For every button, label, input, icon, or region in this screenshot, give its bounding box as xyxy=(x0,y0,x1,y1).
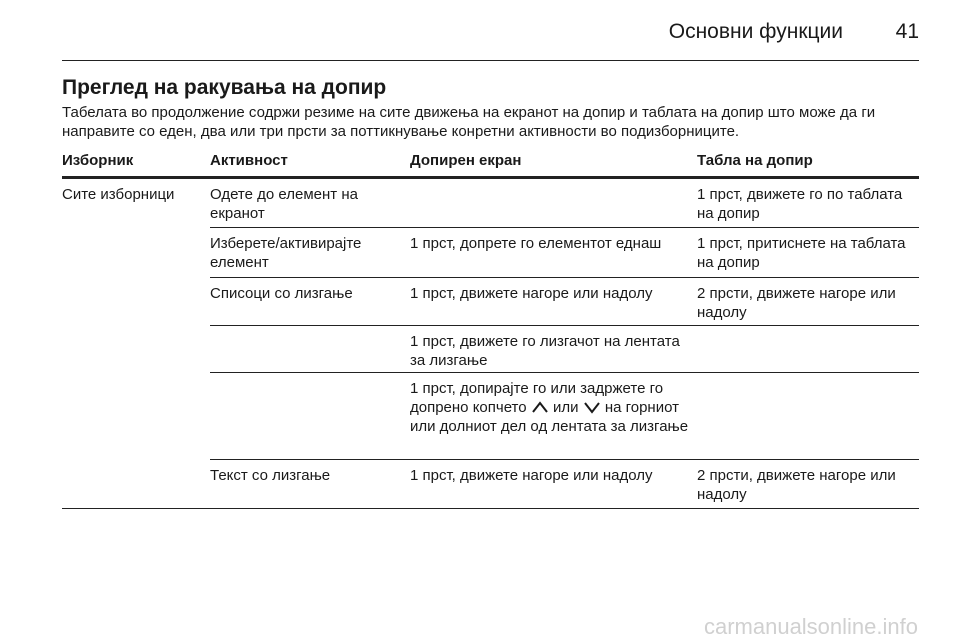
cell-activity: Одете до елемент на екранот xyxy=(210,186,358,222)
cell-activity: Текст со лизгање xyxy=(210,467,331,484)
header-menu: Изборник xyxy=(62,152,134,169)
header-touchscreen: Допирен екран xyxy=(410,152,522,169)
page-header xyxy=(62,20,919,62)
cell-touchscreen: 1 прст, допрете го елементот еднаш xyxy=(410,235,662,252)
header-divider xyxy=(62,60,919,61)
table-header xyxy=(62,150,919,179)
table-row xyxy=(62,179,919,228)
table-bottom-rule xyxy=(62,508,919,509)
header-title: Основни функции xyxy=(668,20,843,43)
table-row xyxy=(62,278,919,326)
cell-touchscreen: 1 прст, движете нагоре или надолу xyxy=(410,285,653,302)
touchscreen-text-part1: 1 прст, допирајте го или задржете го допрено копчето xyxy=(410,380,664,416)
chevron-down-icon xyxy=(583,400,601,414)
touchscreen-text-part2: или xyxy=(552,399,579,416)
cell-touchpad: 1 прст, движете го по таблата на допир xyxy=(697,186,903,222)
table-row xyxy=(62,326,919,373)
touchscreen-text-part3: на горниот или долниот дел од лентата за лизгање xyxy=(410,399,689,435)
cell-touchpad: 2 прсти, движете нагоре или надолу xyxy=(697,285,896,321)
cell-touchscreen xyxy=(410,379,695,436)
header-touchpad: Табла на допир xyxy=(697,152,813,169)
cell-touchpad: 2 прсти, движете нагоре или надолу xyxy=(697,467,896,503)
table-row xyxy=(62,460,919,509)
gesture-table xyxy=(62,150,919,509)
cell-menu: Сите изборници xyxy=(62,186,175,203)
page-number: 41 xyxy=(895,20,919,43)
table-row xyxy=(62,373,919,460)
table-row xyxy=(62,228,919,278)
cell-touchpad: 1 прст, притиснете на таблата на допир xyxy=(697,235,906,271)
cell-touchscreen: 1 прст, движете нагоре или надолу xyxy=(410,467,653,484)
cell-activity: Изберете/активирајте елемент xyxy=(210,235,362,271)
watermark-text: carmanualsonline.info xyxy=(703,614,918,639)
cell-activity: Списоци со лизгање xyxy=(210,285,353,302)
section-title: Преглед на ракувања на допир xyxy=(62,76,387,99)
cell-touchscreen: 1 прст, движете го лизгачот на лентата за лизгање xyxy=(410,333,680,369)
header-activity: Активност xyxy=(210,152,288,169)
chevron-up-icon xyxy=(531,400,549,414)
section-intro: Табелата во продолжение содржи резиме на сите движења на екранот на допир и таблата на допир што може да ги направите со еден, два или три прсти за поттикнување конретни активности во подизборниците. xyxy=(62,104,876,140)
